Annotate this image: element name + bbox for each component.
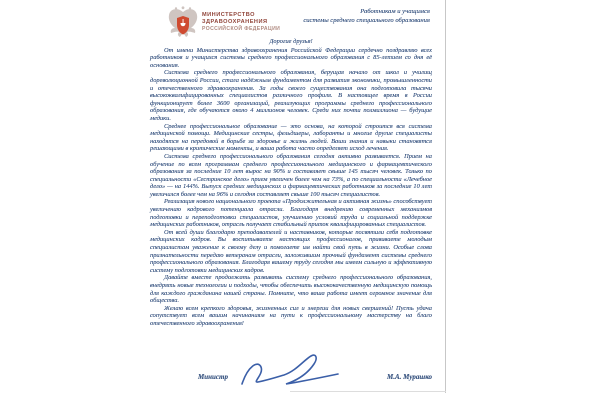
minister-name: М.А. Мурашко [387, 373, 432, 381]
ministry-name-line3: РОССИЙСКОЙ ФЕДЕРАЦИИ [202, 26, 281, 32]
ministry-name [202, 6, 280, 33]
addressee-block [303, 7, 430, 25]
ministry-header [167, 6, 280, 40]
signature-row [150, 373, 432, 381]
paragraph: Желаю всем крепкого здоровья, жизненных сил и энергии для новых свершений! Пусть удача сопутствует всем вашим начинаниям на пути к профессиональному мастерству на благо отечественного здравоохранения! [150, 304, 432, 327]
minister-title: Министр [198, 373, 228, 381]
handwritten-signature-icon [238, 352, 346, 392]
double-headed-eagle-emblem-icon [167, 6, 199, 40]
letter-body [150, 38, 432, 328]
paragraph: От имени Министерства здравоохранения Российской Федерации сердечно поздравляю всех работников и учащихся системы среднего профессионального образования с 85-летием со дня её основания. [150, 46, 432, 69]
salutation: Дорогие друзья! [269, 38, 313, 45]
paragraph: Давайте вместе продолжать развивать систему среднего профессионального образования, внедрять новые технологии и подходы, чтобы обеспечить высококачественную медицинскую помощь для каждого гражданина нашей страны. Помните, что ваша работа имеет огромное значение для общества. [150, 274, 432, 305]
paper-right-edge [445, 0, 446, 393]
paragraph: Реализация нового национального проекта «Продолжительная и активная жизнь» способствует увеличению кадрового потенциала отрасли. Благодаря внедрению современных механизмов подготовки и переподготовки специалистов, улучшению условий труда и социальной поддержке медицинских работников, отрасль получает стабильный приток квалифицированных специалистов. [150, 198, 432, 229]
paragraph: Среднее профессиональное образование — это основа, на которой строится вся система медицинской помощи. Медицинские сестры, фельдшеры, лаборанты и многие другие специалисты находятся на передовой в борьбе за здоровье и жизнь людей. Ваши знания и навыки становятся решающими в критические моменты, и ваша работа часто определяет исход лечения. [150, 122, 432, 153]
ministry-name-line2: ЗДРАВООХРАНЕНИЯ [202, 19, 268, 25]
addressee-line1: Работникам и учащимся [360, 8, 430, 15]
addressee-line2: системы среднего специального образования [303, 17, 430, 24]
paragraph: Система среднего профессионального образования сегодня активно развивается. Прием на обучение по всем программам среднего профессионального медицинского и фармацевтического образования за последние 10 лет вырос на 90% и составляет свыше 145 тысяч человек. Только по специальности «Сестринское дело» прием увеличен более чем на 73%, а по специальности «Лечебное дело» — на 144%. Выпуск средних медицинских и фармацевтических работников за последние 10 лет увеличился более чем на 96% и сегодня составляет свыше 100 тысяч специалистов. [150, 152, 432, 198]
paragraph: От всей души благодарю преподавателей и наставников, которые посвятили себя подготовке медицинских кадров. Вы воспитываете настоящих профессионалов, прививаете молодым специалистам уважение к своему делу и помогаете им найти свой путь в жизни. Особые слова признательности передаю ветеранам отрасли, заложившим прочный фундамент системы среднего профессионального образования. Благодаря вашему труду сегодня мы имеем сильную и эффективную систему подготовки медицинских кадров. [150, 228, 432, 274]
paragraph: Система среднего профессионального образования, берущая начало от школ и училищ дореволюционной России, стала надёжным фундаментом для развития экономики, промышленности и отечественного здравоохранения. За годы своего существования она подготовила тысячи высококвалифицированных специалистов различного профиля. В настоящее время в России функционирует более 3600 организаций, реализующих программы среднего профессионального образования, где обучаются около 4 миллионов человек. Среди них почти полмиллиона — будущие медики. [150, 69, 432, 122]
ministry-name-line1: МИНИСТЕРСТВО [202, 12, 255, 18]
